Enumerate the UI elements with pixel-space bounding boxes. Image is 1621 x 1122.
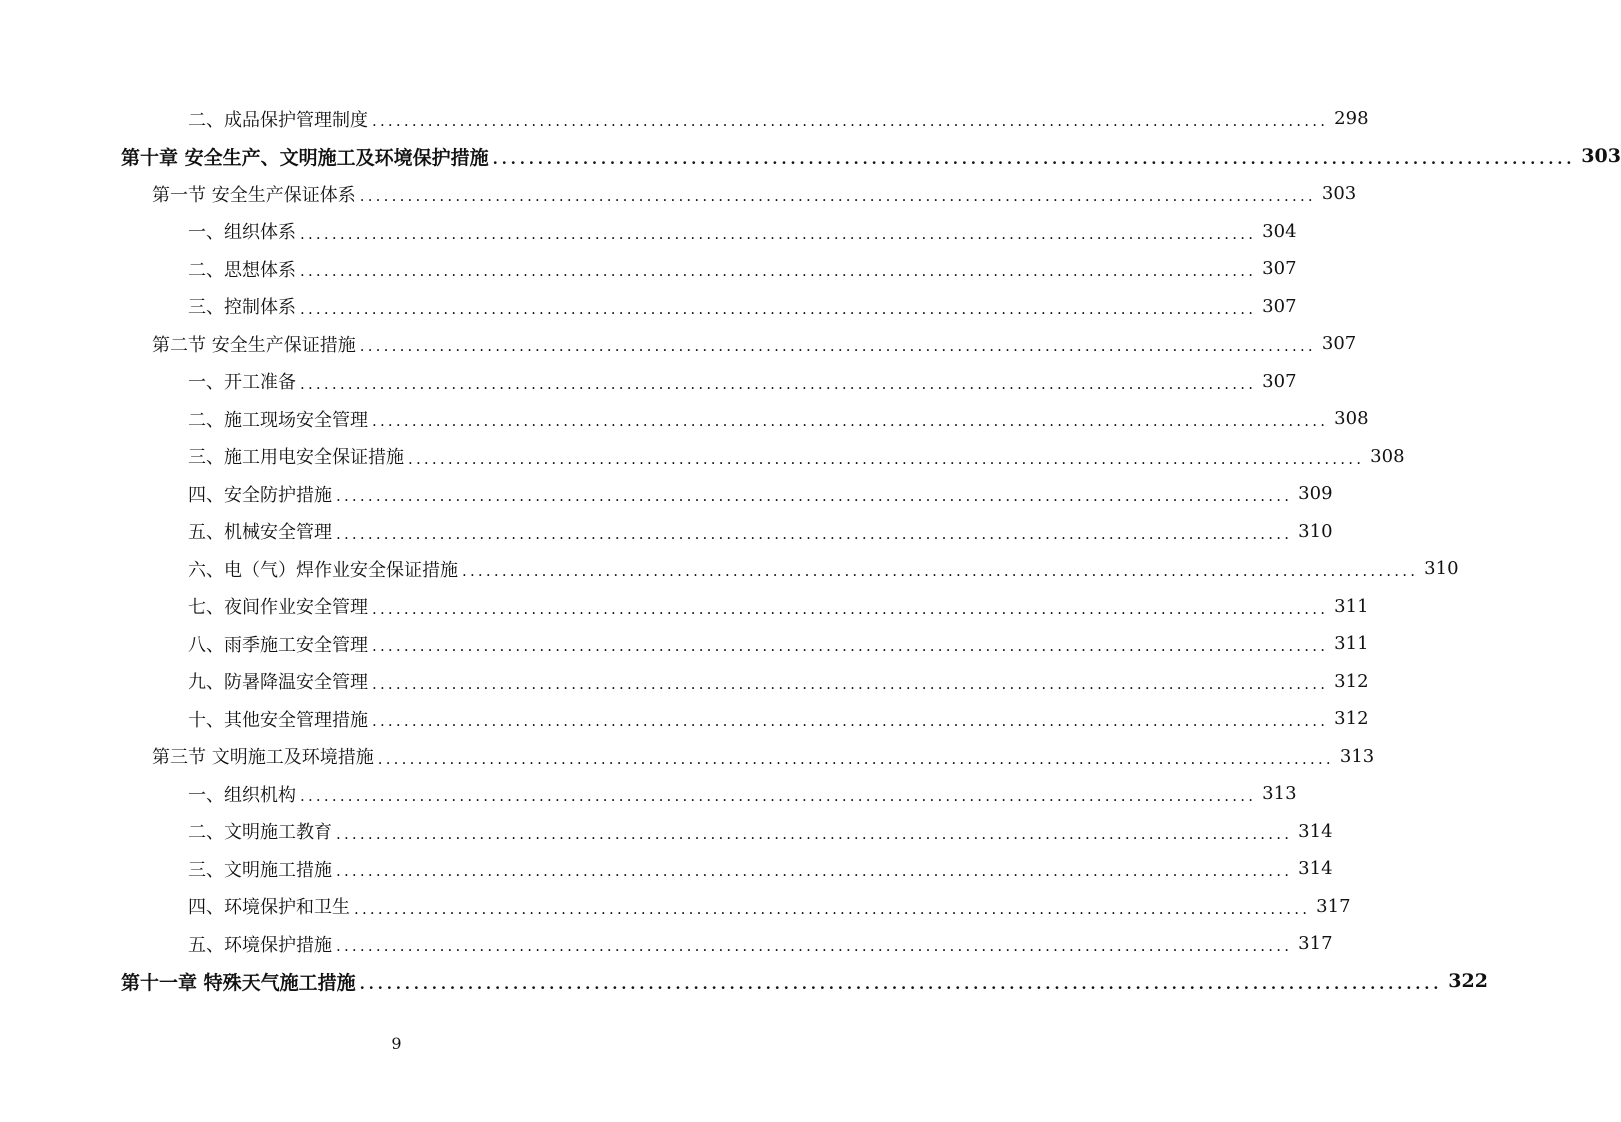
toc-entry-item[interactable] [0, 438, 1405, 476]
toc-dot-leader: ........................................................................................................................ [336, 824, 1293, 843]
toc-dot-leader: ........................................................................................................................ [300, 299, 1257, 318]
toc-entry-title: 六、电（气）焊作业安全保证措施 [188, 559, 458, 581]
toc-entry-title: 第一节 安全生产保证体系 [152, 184, 356, 206]
toc-entry-chapter[interactable] [0, 138, 1621, 176]
toc-entry-item[interactable] [0, 400, 1369, 438]
toc-entry-page: 317 [1298, 933, 1333, 955]
toc-entry-title: 第十一章 特殊天气施工措施 [121, 971, 356, 994]
toc-entry-item[interactable] [0, 213, 1297, 251]
toc-entry-page: 303 [1581, 145, 1621, 168]
toc-entry-item[interactable] [0, 550, 1459, 588]
toc-dot-leader: ........................................................................................................................ [372, 412, 1329, 431]
toc-entry-page: 322 [1448, 970, 1488, 993]
toc-entry-title: 七、夜间作业安全管理 [188, 597, 368, 619]
toc-dot-leader: ........................................................................................................................ [492, 149, 1576, 168]
toc-entry-title: 十、其他安全管理措施 [188, 709, 368, 731]
page-number: 9 [391, 1034, 402, 1053]
toc-entry-item[interactable] [0, 250, 1297, 288]
toc-entry-page: 314 [1298, 858, 1333, 880]
toc-entry-item[interactable] [0, 700, 1369, 738]
toc-entry-item[interactable] [0, 850, 1333, 888]
toc-entry-item[interactable] [0, 288, 1297, 326]
toc-entry-item[interactable] [0, 888, 1351, 926]
toc-entry-page: 307 [1321, 333, 1357, 355]
toc-entry-title: 三、控制体系 [188, 297, 296, 319]
toc-entry-title: 五、环境保护措施 [188, 934, 332, 956]
toc-dot-leader: ........................................................................................................................ [372, 599, 1329, 618]
toc-entry-title: 五、机械安全管理 [188, 522, 332, 544]
toc-entry-page: 311 [1334, 595, 1369, 617]
toc-entry-title: 二、施工现场安全管理 [188, 409, 368, 431]
toc-entry-item[interactable] [0, 775, 1297, 813]
toc-dot-leader: ........................................................................................................................ [300, 224, 1257, 243]
toc-entry-title: 四、安全防护措施 [188, 484, 332, 506]
toc-entry-item[interactable] [0, 100, 1369, 138]
toc-entry-title: 第三节 文明施工及环境措施 [152, 747, 374, 769]
toc-dot-leader: ........................................................................................................................ [372, 712, 1329, 731]
toc-dot-leader: ........................................................................................................................ [336, 524, 1293, 543]
toc-entry-page: 303 [1321, 183, 1357, 205]
toc-entry-page: 313 [1262, 783, 1297, 805]
toc-entry-page: 313 [1339, 745, 1375, 767]
toc-dot-leader: ........................................................................................................................ [372, 637, 1329, 656]
toc-entry-page: 310 [1298, 520, 1333, 542]
toc-dot-leader: ........................................................................................................................ [372, 112, 1329, 131]
toc-dot-leader: ........................................................................................................................ [300, 262, 1257, 281]
toc-entry-page: 311 [1334, 633, 1369, 655]
toc-dot-leader: ........................................................................................................................ [336, 862, 1293, 881]
toc-entry-section[interactable] [0, 175, 1357, 213]
toc-entry-page: 308 [1334, 408, 1369, 430]
toc-entry-item[interactable] [0, 513, 1333, 551]
toc-entry-item[interactable] [0, 588, 1369, 626]
toc-entry-title: 四、环境保护和卫生 [188, 897, 350, 919]
toc-dot-leader: ........................................................................................................................ [300, 374, 1257, 393]
toc-entry-title: 第二节 安全生产保证措施 [152, 334, 356, 356]
toc-entry-title: 一、组织机构 [188, 784, 296, 806]
toc-entry-title: 一、开工准备 [188, 372, 296, 394]
toc-entry-page: 312 [1334, 708, 1369, 730]
toc-entry-page: 314 [1298, 820, 1333, 842]
toc-entry-page: 310 [1424, 558, 1459, 580]
toc-entry-item[interactable] [0, 363, 1297, 401]
toc-entry-title: 二、文明施工教育 [188, 822, 332, 844]
toc-entry-page: 304 [1262, 220, 1297, 242]
toc-entry-page: 308 [1370, 445, 1405, 467]
toc-entry-title: 第十章 安全生产、文明施工及环境保护措施 [121, 146, 489, 169]
toc-entry-page: 309 [1298, 483, 1333, 505]
toc-entry-page: 307 [1262, 258, 1297, 280]
toc-entry-section[interactable] [0, 325, 1357, 363]
toc-dot-leader: ........................................................................................................................ [372, 674, 1329, 693]
toc-dot-leader: ........................................................................................................................ [354, 899, 1311, 918]
toc-entry-item[interactable] [0, 625, 1369, 663]
toc-entry-item[interactable] [0, 475, 1333, 513]
toc-entry-section[interactable] [0, 738, 1375, 776]
toc-entry-page: 317 [1316, 895, 1351, 917]
toc-entry-title: 九、防暑降温安全管理 [188, 672, 368, 694]
toc-entry-chapter[interactable] [0, 963, 1488, 1001]
toc-dot-leader: ........................................................................................................................ [462, 562, 1419, 581]
toc-entry-page: 307 [1262, 370, 1297, 392]
toc-entry-title: 八、雨季施工安全管理 [188, 634, 368, 656]
toc-dot-leader: ........................................................................................................................ [377, 749, 1334, 768]
toc-dot-leader: ........................................................................................................................ [300, 787, 1257, 806]
toc-entry-title: 三、施工用电安全保证措施 [188, 447, 404, 469]
toc-entry-title: 二、思想体系 [188, 259, 296, 281]
toc-entry-page: 298 [1334, 108, 1369, 130]
toc-entry-item[interactable] [0, 663, 1369, 701]
toc-entry-page: 307 [1262, 295, 1297, 317]
toc-entry-title: 二、成品保护管理制度 [188, 109, 368, 131]
toc-dot-leader: ........................................................................................................................ [359, 337, 1316, 356]
toc-entry-item[interactable] [0, 813, 1333, 851]
toc-entry-page: 312 [1334, 670, 1369, 692]
toc-entry-item[interactable] [0, 925, 1333, 963]
toc-entry-title: 三、文明施工措施 [188, 859, 332, 881]
toc-dot-leader: ........................................................................................................................ [336, 487, 1293, 506]
toc-dot-leader: ........................................................................................................................ [359, 187, 1316, 206]
table-of-contents [0, 100, 1621, 1000]
toc-dot-leader: ........................................................................................................................ [359, 974, 1443, 993]
toc-dot-leader: ........................................................................................................................ [336, 937, 1293, 956]
toc-entry-title: 一、组织体系 [188, 222, 296, 244]
toc-dot-leader: ........................................................................................................................ [408, 449, 1365, 468]
